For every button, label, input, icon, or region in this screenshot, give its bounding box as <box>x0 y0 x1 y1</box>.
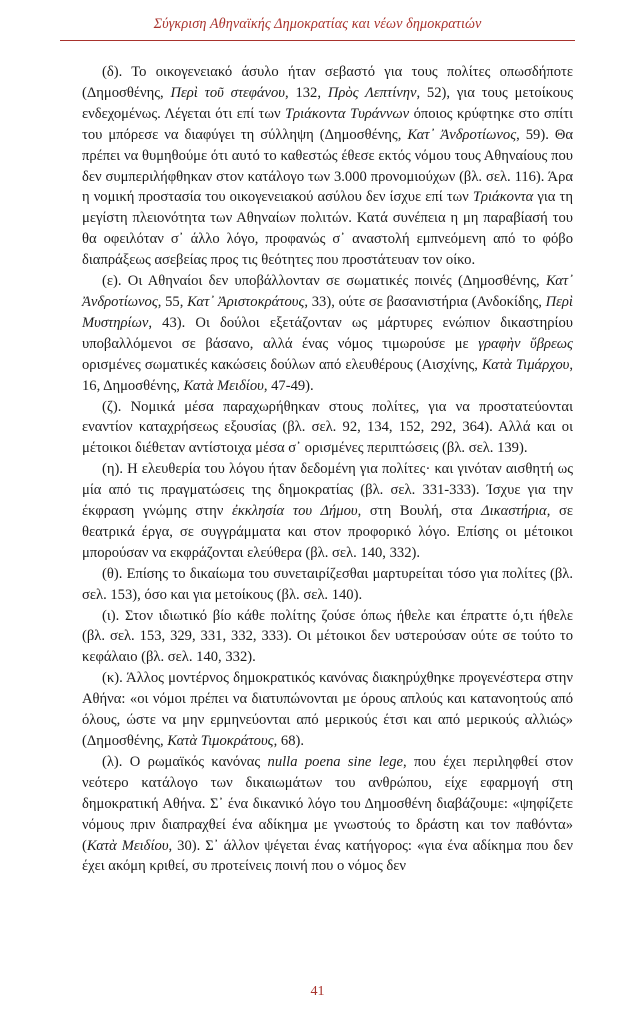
italic-citation: Κατὰ Μειδίου <box>183 377 264 394</box>
italic-citation: γραφὴν ὕβρεως <box>478 335 573 352</box>
text-run: , 16, Δημοσθένης, <box>82 356 573 394</box>
paragraph-iota <box>82 606 573 669</box>
paragraph-zeta <box>82 397 573 460</box>
italic-citation: Τριάκοντα Τυράννων <box>285 105 410 122</box>
paragraph-delta <box>82 62 573 271</box>
text-run: (ε). Οι Αθηναίοι δεν υποβάλλονταν σε σωματικές ποινές (Δημοσθένης, <box>102 273 546 290</box>
paragraph-theta <box>82 564 573 606</box>
text-run: , 55, <box>157 293 188 310</box>
header-rule <box>60 40 575 41</box>
text-run: , 132, <box>285 84 328 101</box>
italic-citation: Κατ᾽ Ἀνδροτίωνος <box>407 126 517 143</box>
paragraph-kappa <box>82 668 573 752</box>
text-run: , 43). Οι δούλοι εξετάζονταν ως μάρτυρες ενώπιον δικαστηρίου υποβαλλόμενοι σε βάσανο, αλλά ένας νόμος τιμωρούσε με <box>82 314 573 352</box>
text-run: (λ). Ο ρωμαϊκός κανόνας <box>102 753 268 770</box>
text-run: (δ). Το οικογενειακό άσυλο ήταν σεβαστό για τους πολίτες οπωσδήποτε (Δημοσθένης, <box>82 64 573 101</box>
text-run: , 59). Θα πρέπει να θυμηθούμε ότι αυτό το καθεστώς έθεσε εκτός νόμου τους Αθηναίους που δεν συμπεριλήφθηκαν στον κατάλογο των 3.000 προνομιούχων (βλ. σελ. 116). Άρα η νομική προστασία του οικογενειακού ασύλου δεν ίσχυε επί των <box>82 126 574 206</box>
paragraph-lambda <box>82 752 573 877</box>
italic-citation: Πρὸς Λεπτίνην <box>327 84 417 101</box>
paragraph-eta <box>82 459 573 564</box>
italic-citation: Κατὰ Μειδίου <box>86 837 169 854</box>
text-run: , 52), για τους μετοίκους ενδεχομένως. Λέγεται ότι επί των <box>82 84 573 122</box>
text-run: (ι). Στον ιδιωτικό βίο κάθε πολίτης ζούσε όπως ήθελε και έπραττε ό,τι ήθελε (βλ. σελ. 153, 329, 331, 332, 333). Οι μέτοικοι δεν υστερούσαν ούτε σε τούτο το κεφάλαιο (βλ. σελ. 140, 332). <box>82 607 573 666</box>
italic-citation: Δικαστήρια <box>481 503 547 520</box>
text-run: , σε θεατρικά έργα, σε συγγράμματα και στον προφορικό λόγο. Επίσης οι μέτοικοι μπορούσαν να εκφράζονται ελεύθερα (βλ. σελ. 140, 332). <box>82 503 574 561</box>
main-text <box>82 62 573 877</box>
italic-citation: ἐκκλησία του Δήμου <box>231 503 358 520</box>
text-run: (ζ). Νομικά μέσα παραχωρήθηκαν στους πολίτες, για να προστατεύονται εναντίον καταχρήσεως εξουσίας (βλ. σελ. 92, 134, 152, 292, 364). Αλλά και οι μέτοικοι διέθεταν αντίστοιχα μέσα σ᾽ ορισμένες περιπτώσεις (βλ. σελ. 139). <box>82 398 573 457</box>
italic-citation: Τριάκοντα <box>472 189 534 206</box>
text-run: , 33), ούτε σε βασανιστήρια (Ανδοκίδης, <box>304 293 546 310</box>
running-header: Σύγκριση Αθηναϊκής Δημοκρατίας και νέων δημοκρατιών <box>153 16 482 32</box>
text-run: για τη μεγίστη πλειονότητα των Αθηναίων πολιτών. Κατά συνέπεια η μη παραβίασή του θα οφειλόταν σ᾽ άλλο λόγο, προφανώς σ᾽ αναστολή εμπνεόμενη από το φόβο διαπράξεως ασεβείας προς τις θεότητες που προστάτευαν τον οίκο. <box>82 189 573 269</box>
text-run: ορισμένες σωματικές κακώσεις δούλων από ελευθέρους (Αισχίνης, <box>82 356 482 373</box>
italic-citation: Κατ᾽ Ἀριστοκράτους <box>187 293 305 310</box>
text-run: , 30). Σ᾽ άλλον ψέγεται ένας κατήγορος: «για ένα αδίκημα που δεν έχει ακόμη κριθεί, συ προτείνεις ποινή που ο νόμος δεν <box>82 837 573 875</box>
paragraph-epsilon <box>82 271 573 396</box>
text-run: , που έχει περιληφθεί στον νεότερο κατάλογο των δικαιωμάτων του ανθρώπου, είχε εφαρμογή στη δημοκρατική Αθήνα. Σ᾽ ένα δικανικό λόγο του Δημοσθένη διαβάζουμε: «ψηφίζετε νόμους πριν διαπραχθεί ένα αδίκημα με γνωστούς το δράστη και τον παθόντα» ( <box>82 753 573 854</box>
text-run: (η). Η ελευθερία του λόγου ήταν δεδομένη για πολίτες· και γινόταν αισθητή ως μία από τις πραγματώσεις της δημοκρατίας (βλ. σελ. 331-333). Ίσχυε για την έκφραση γνώμης στην <box>82 461 573 520</box>
italic-citation: Περὶ τοῦ στεφάνου <box>170 84 286 101</box>
italic-citation: Κατὰ Τιμάρχου <box>481 356 570 373</box>
text-run: (θ). Επίσης το δικαίωμα του συνεταιρίζεσθαι μαρτυρείται τόσο για πολίτες (βλ. σελ. 153), όσο και για μετοίκους (βλ. σελ. 140). <box>82 565 573 603</box>
italic-citation: nulla poena sine lege <box>267 753 404 770</box>
italic-citation: Κατ᾽ Ἀνδροτίωνος <box>82 273 573 310</box>
italic-citation: Κατὰ Τιμοκράτους <box>167 733 274 749</box>
text-run: , 47-49). <box>263 377 314 394</box>
text-run: (κ). Άλλος μοντέρνος δημοκρατικός κανόνας διακηρύχθηκε προγενέστερα στην Αθήνα: «οι νόμοι πρέπει να διατυπώνονται με όρους απλούς και κατανοητούς από όλους, ώστε να μην ερμηνεύονται από μερικούς έτσι και από μερικούς αλλιώς» (Δημοσθένης, <box>82 670 573 749</box>
text-run: , στη Βουλή, στα <box>357 503 482 520</box>
italic-citation: Περὶ Μυστηρίων <box>82 293 573 331</box>
text-run: , 68). <box>273 733 305 749</box>
text-run: όποιος κρύφτηκε στο σπίτι του μπόρεσε να διαφύγει τη σύλληψη (Δημοσθένης, <box>82 105 573 143</box>
page-number: 41 <box>310 984 325 999</box>
